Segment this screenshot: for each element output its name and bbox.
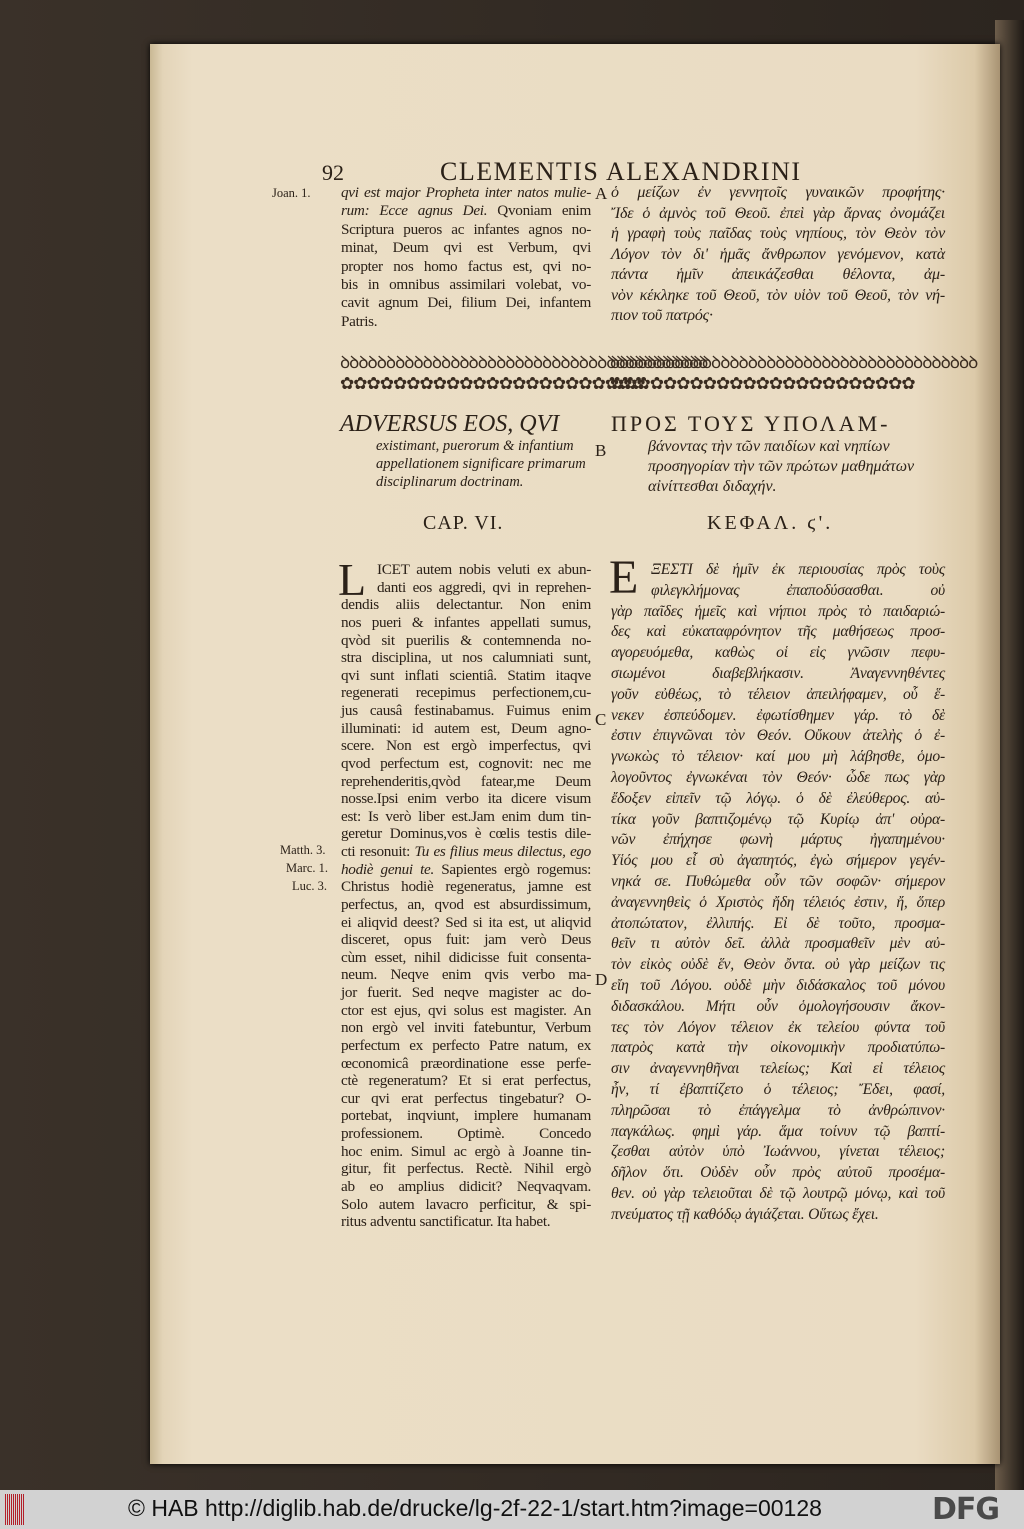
ornament-band-top-right: ꝺꝺꝺꝺꝺꝺꝺꝺꝺꝺꝺꝺꝺꝺꝺꝺꝺꝺꝺꝺꝺꝺꝺꝺꝺꝺꝺꝺꝺꝺꝺꝺꝺꝺꝺꝺꝺꝺꝺꝺ	[610, 353, 978, 372]
section-letter-c: C	[595, 710, 607, 729]
ornament-band-bottom-left: ✿✿✿✿✿✿✿✿✿✿✿✿✿✿✿✿✿✿✿✿✿✿✿	[340, 374, 645, 393]
text-segment: hodiè genui te.	[341, 860, 434, 878]
text-segment: cavit agnum Dei, filium Dei, infantem	[341, 294, 591, 312]
text-line	[341, 878, 591, 896]
text-segment: ICET autem nobis veluti ex abun-	[377, 561, 591, 578]
text-line: εἴη τοῦ Λόγου. οὐδὲ μὴν διδάσκαλος τοῦ μόνου	[611, 976, 945, 994]
text-segment: qvòd sit puerilis & contemnenda no-	[341, 631, 591, 649]
text-line: λογοῦντος ἐγνωκέναι τὸν Θεόν· ὧδε πως γὰρ	[611, 768, 945, 786]
text-segment: perfectum ex perfecto Patre natum, ex	[341, 1036, 591, 1054]
text-segment: Christus hodiè regeneratus, jamne est	[341, 878, 591, 896]
section-letter-d: D	[595, 970, 608, 989]
text-line	[341, 984, 591, 1002]
text-line: φιλεγκλήμονας ἐπαποδύσασθαι. οὐ	[651, 581, 945, 599]
greek-body-text	[611, 560, 945, 1226]
text-line	[341, 720, 591, 738]
text-segment: reprehenderitis,qvòd fatear,me Deum	[341, 772, 591, 790]
running-head: CLEMENTIS ALEXANDRINI	[440, 157, 802, 186]
text-segment: ctè regeneratum? Et si erat perfectus,	[341, 1072, 591, 1090]
footer-bar	[0, 1490, 1024, 1529]
text-segment: nos pueri & infantes appellati sumus,	[341, 613, 591, 631]
latin-chapter-subtitle: existimant, puerorum & infantium appellationem significare primarum disciplinarum doctrinam.	[376, 438, 586, 490]
text-line	[341, 561, 591, 579]
text-line	[341, 221, 591, 239]
section-letter-b: B	[595, 441, 607, 460]
text-line: νεκεν ἐσπεύδομεν. ἐφωτίσθημεν γάρ. τὸ δὲ	[611, 706, 945, 724]
text-line: Ἴδε ὁ ἀμνὸς τοῦ Θεοῦ. ἐπεὶ γὰρ ἄρνας ὀνομάζει	[611, 204, 945, 222]
text-segment: professionem. Optimè. Concedo	[341, 1125, 591, 1142]
margin-note-luc: Luc. 3.	[292, 879, 328, 893]
text-segment: cur qvi erat perfectus tingebatur? O-	[341, 1089, 591, 1107]
text-segment: qvod perfectum est, cognovit: nec me	[341, 754, 591, 772]
text-line: ἀναγεννηθεὶς ὁ Χριστὸς ἤδη τέλειός ἐστιν, ἤ, ὅπερ	[611, 893, 945, 911]
text-segment: Patris.	[341, 312, 378, 330]
text-line: ἐστιν ἐπιγνῶναι τὸν Θεόν. Οὔκουν ἀτελὴς ὁ ἐ-	[611, 727, 945, 745]
text-line	[341, 294, 591, 312]
text-segment: ritus adventu sanctificatur. Ita habet.	[341, 1213, 551, 1231]
text-line	[341, 861, 591, 879]
text-segment: portebat, inqviunt, implere humanam	[341, 1107, 591, 1125]
text-segment: regenerati recepimus perfectionem,cu-	[341, 684, 591, 702]
text-line: σιωμένοι διαβεβλήκασιν. Ἀναγεννηθέντες	[611, 664, 945, 682]
text-line	[341, 258, 591, 276]
text-segment: Scriptura pueros ac infantes agnos no-	[341, 220, 591, 238]
text-segment: illuminati: id autem est, Deum agno-	[341, 719, 591, 737]
text-segment: perfectus, an, qvod est absurdissimum,	[341, 895, 591, 913]
hab-logo-icon	[5, 1494, 25, 1525]
text-line: πιον τοῦ πατρός·	[611, 307, 713, 324]
text-line: διδασκάλου. Μήτι οὖν ὁμολογήσουσιν ἄκον-	[611, 997, 945, 1015]
text-line	[341, 239, 591, 257]
text-line	[341, 702, 591, 720]
section-letter-a: A	[595, 184, 608, 203]
text-line: Υἱός μου εἶ σὺ ἀγαπητός, ἐγὼ σήμερον γεγέν-	[611, 852, 945, 870]
text-segment: qvi sunt inflati scientiâ. Statim itaqve	[341, 666, 591, 684]
text-segment: qvi est major Propheta inter natos mulie-	[341, 184, 591, 201]
text-line: τίκα γοῦν βαπτιζομένῳ τῷ Κυρίῳ ἀπ' οὐρα-	[611, 810, 945, 828]
copyright-url[interactable]: © HAB http://diglib.hab.de/drucke/lg-2f-22-1/start.htm?image=00128	[128, 1495, 822, 1521]
text-line: ΞΕΣΤΙ δὲ ἡμῖν ἐκ περιουσίας πρὸς τοὺς	[651, 561, 945, 578]
text-segment: propter nos homo factus est, qvi no-	[341, 257, 591, 275]
text-line	[341, 202, 591, 220]
ornament-band-top-left: ꝺꝺꝺꝺꝺꝺꝺꝺꝺꝺꝺꝺꝺꝺꝺꝺꝺꝺꝺꝺꝺꝺꝺꝺꝺꝺꝺꝺꝺꝺꝺꝺꝺꝺꝺꝺꝺꝺꝺꝺ	[340, 353, 708, 372]
text-line	[341, 773, 591, 791]
text-line: πάντα ἡμῖν ἀπεικάζεσθαι θέλοντα, ἀμ-	[611, 266, 945, 283]
page-number: 92	[322, 160, 344, 185]
text-line: γοῦν εὐθέως, τὸ τέλειον ἀπειλήφαμεν, οὗ ἕ-	[611, 685, 945, 703]
text-line	[341, 667, 591, 685]
text-segment: jor fuerit. Sed neqve magister ac do-	[341, 984, 591, 1001]
text-segment: Tu es filius meus dilectus, ego	[414, 843, 591, 860]
latin-body-text	[341, 561, 591, 1231]
text-segment: rum: Ecce agnus Dei.	[341, 202, 488, 220]
text-segment: dendis aliis delectantur. Non enim	[341, 596, 591, 614]
text-segment: jus causâ festinabamus. Fuimus enim	[341, 702, 591, 719]
text-line: αγορευόμεθα, καθὼς οἱ εἰς γνῶσιν πεφυ-	[611, 644, 945, 662]
greek-chapter-number: ΚΕΦΑΛ. ϛ'.	[707, 512, 834, 534]
text-line	[341, 596, 591, 614]
margin-note-matth: Matth. 3.	[280, 843, 326, 857]
text-line	[341, 1143, 591, 1161]
text-line	[341, 843, 591, 861]
text-segment: disceret, opus fuit: jam verò Deus	[341, 931, 591, 949]
latin-chapter-title: ADVERSUS EOS, QVI	[340, 411, 560, 437]
text-segment: cti resonuit:	[341, 843, 415, 860]
margin-note-joan: Joan. 1.	[272, 186, 311, 200]
text-line: γὰρ παῖδες ἡμεῖς καὶ νήπιοι πρὸς τὸ παιδαριώ-	[611, 602, 945, 620]
text-segment: stra disciplina, ut nos calumniati sunt,	[341, 649, 591, 667]
ornament-band-bottom-right: ✿✿✿✿✿✿✿✿✿✿✿✿✿✿✿✿✿✿✿✿✿✿✿	[610, 374, 915, 393]
text-line: νῶν ἐπήχησε φωνὴ μάρτυς ἠγαπημένου·	[611, 831, 945, 849]
text-segment: ctor est ejus, qvi solus est magister. An	[341, 1001, 591, 1019]
text-line	[341, 579, 591, 597]
text-segment: scere. Non est ergò imperfectus, qvi	[341, 737, 591, 755]
text-line	[341, 276, 591, 294]
text-line	[341, 1107, 591, 1125]
text-line: νηκά σε. Πυθώμεθα οὖν τῶν σοφῶν· σήμερον	[611, 872, 945, 890]
text-segment: nosse.Ipsi enim verbo ita dicere visum	[341, 790, 591, 808]
text-line: ἦν, τί ἐβαπτίζετο ὁ τέλειος; Ἔδει, φασί,	[611, 1080, 945, 1098]
text-line: πατρὸς κατὰ τὴν οἰκονομικὴν προδιατύπω-	[611, 1039, 945, 1057]
text-segment: ei aliqvid deest? Sed si ita est, ut aliqvid	[341, 913, 591, 931]
text-line	[341, 949, 591, 967]
text-line	[341, 649, 591, 667]
text-line: ἀτοπώτατον, ἐλλιπής. Εἰ δὲ τοῦτο, προσμα-	[611, 914, 945, 932]
text-line	[341, 966, 591, 984]
text-line	[341, 914, 591, 932]
text-line	[341, 737, 591, 755]
text-line	[341, 755, 591, 773]
text-line	[341, 790, 591, 808]
text-line: ἡ γραφὴ τοὺς παῖδας τοὺς νηπίους, τὸν Θεὸν τὸν	[611, 225, 945, 242]
text-segment: minat, Deum qvi est Verbum, qvi	[341, 239, 591, 257]
text-line: ὁ μείζων ἐν γεννητοῖς γυναικῶν προφήτης·	[611, 184, 945, 201]
text-line	[341, 632, 591, 650]
text-segment: cùm esset, nihil didicisse fuit consenta-	[341, 948, 591, 966]
text-segment: Qvoniam enim	[487, 202, 591, 220]
text-line: θεν. οὐ γὰρ τελειοῦται δὲ τῷ λουτρῷ μόνῳ, καὶ τοῦ	[611, 1184, 945, 1202]
greek-drop-cap: Ε	[609, 551, 639, 604]
text-segment: est: Is verò liber est.Jam enim dum tin-	[341, 807, 591, 825]
text-segment: hoc enim. Simul ac ergò à Joanne tin-	[341, 1142, 591, 1160]
text-line: σιν ἀναγεννηθῆναι τελείως; Καὶ εἰ τέλειος	[611, 1060, 945, 1078]
text-line	[341, 808, 591, 826]
text-line: δες καὶ εὐκαταφρόνητον τῆς μαθήσεως προσ-	[611, 623, 945, 641]
text-segment: bis in omnibus assimilari volebat, vo-	[341, 276, 591, 294]
text-line: θεῖν τι αὐτὸν δεῖ. ἀλλὰ προσμαθεῖν μὲν αὐ-	[611, 935, 945, 953]
text-line	[341, 931, 591, 949]
text-line	[341, 1055, 591, 1073]
dfg-logo: DFG	[932, 1492, 1000, 1527]
text-line	[341, 1037, 591, 1055]
text-line	[341, 684, 591, 702]
text-segment: danti eos aggredi, qvi in reprehen-	[377, 578, 591, 596]
text-line	[341, 313, 591, 331]
text-line	[341, 1125, 591, 1143]
text-segment: ab eo amplius didicit? Neqvaqvam.	[341, 1177, 591, 1195]
text-line	[341, 184, 591, 202]
text-line: παγκάλως. φημὶ γάρ. ἅμα τοίνυν τῷ βαπτί-	[611, 1122, 945, 1140]
text-segment: œconomicâ præordinatione esse perfe-	[341, 1054, 591, 1072]
text-line	[341, 825, 591, 843]
text-line	[341, 1019, 591, 1037]
text-line	[341, 1213, 591, 1231]
text-line: πληρῶσαι τὸ ἐπάγγελμα τὸ ἀνθρώπινον·	[611, 1101, 945, 1119]
text-segment: Solo autem lavacro perficitur, & spi-	[341, 1195, 591, 1213]
text-line: ζεσθαι αὐτὸν ὑπὸ Ἰωάννου, γίνεται τέλειος;	[611, 1143, 945, 1161]
text-segment: geretur Dominus,vos è cœlis testis dile-	[341, 825, 591, 843]
text-line	[341, 614, 591, 632]
text-line	[341, 1196, 591, 1214]
text-line	[341, 1002, 591, 1020]
greek-chapter-subtitle: βάνοντας τὴν τῶν παιδίων καὶ νηπίων προσηγορίαν τὴν τῶν πρώτων μαθημάτων αἰνίττεσθαι διδαχήν.	[648, 438, 915, 495]
text-line: τὸν εἰκὸς οὐδὲ ἕν, Θεὸν ὄντα. οὐ γὰρ μείζων τις	[611, 956, 945, 974]
greek-chapter-title: ΠΡΟΣ ΤΟΥΣ ΥΠΟΛΑΜ-	[611, 411, 891, 436]
text-line	[341, 1072, 591, 1090]
latin-drop-cap: L	[338, 554, 367, 605]
text-line: γνωκὼς τὸ τέλειον· καί μου μὴ λάβησθε, ὁμο-	[611, 748, 945, 766]
text-line: νὸν κέκληκε τοῦ Θεοῦ, τὸν υἱὸν τοῦ Θεοῦ, τὸν νή-	[611, 286, 945, 304]
text-line: Λόγον τὸν δι' ἡμᾶς ἄνθρωπον γενόμενον, κατὰ	[611, 245, 945, 263]
text-line: τες τὸν Λόγον τέλειον ἐκ τελείου φύντα τοῦ	[611, 1018, 945, 1036]
text-segment: Sapientes ergò rogemus:	[433, 860, 591, 878]
text-line	[341, 1160, 591, 1178]
text-line	[341, 1090, 591, 1108]
text-segment: non ergò vel inviti fatebuntur, Verbum	[341, 1019, 591, 1037]
text-line: δῆλον ὅτι. Οὐδὲν οὖν πρὸς αὐτοῦ προσέμα-	[611, 1164, 945, 1182]
text-line: ἔδοξεν εἰπεῖν τῷ λόγῳ. ὁ δὲ ἐλεύθερος. αὐ-	[611, 789, 945, 807]
top-greek-text	[611, 183, 945, 327]
text-segment: gitur, fit perfectus. Rectè. Nihil ergò	[341, 1160, 591, 1178]
text-line	[341, 896, 591, 914]
text-segment: neum. Neqve enim qvis verbo ma-	[341, 966, 591, 984]
margin-note-marc: Marc. 1.	[286, 861, 328, 875]
text-line	[341, 1178, 591, 1196]
latin-chapter-number: CAP. VI.	[423, 512, 504, 534]
text-line: πνεύματος τῇ καθόδῳ ἁγιάζεται. Οὕτως ἔχει.	[611, 1205, 879, 1223]
top-latin-text	[341, 184, 591, 331]
